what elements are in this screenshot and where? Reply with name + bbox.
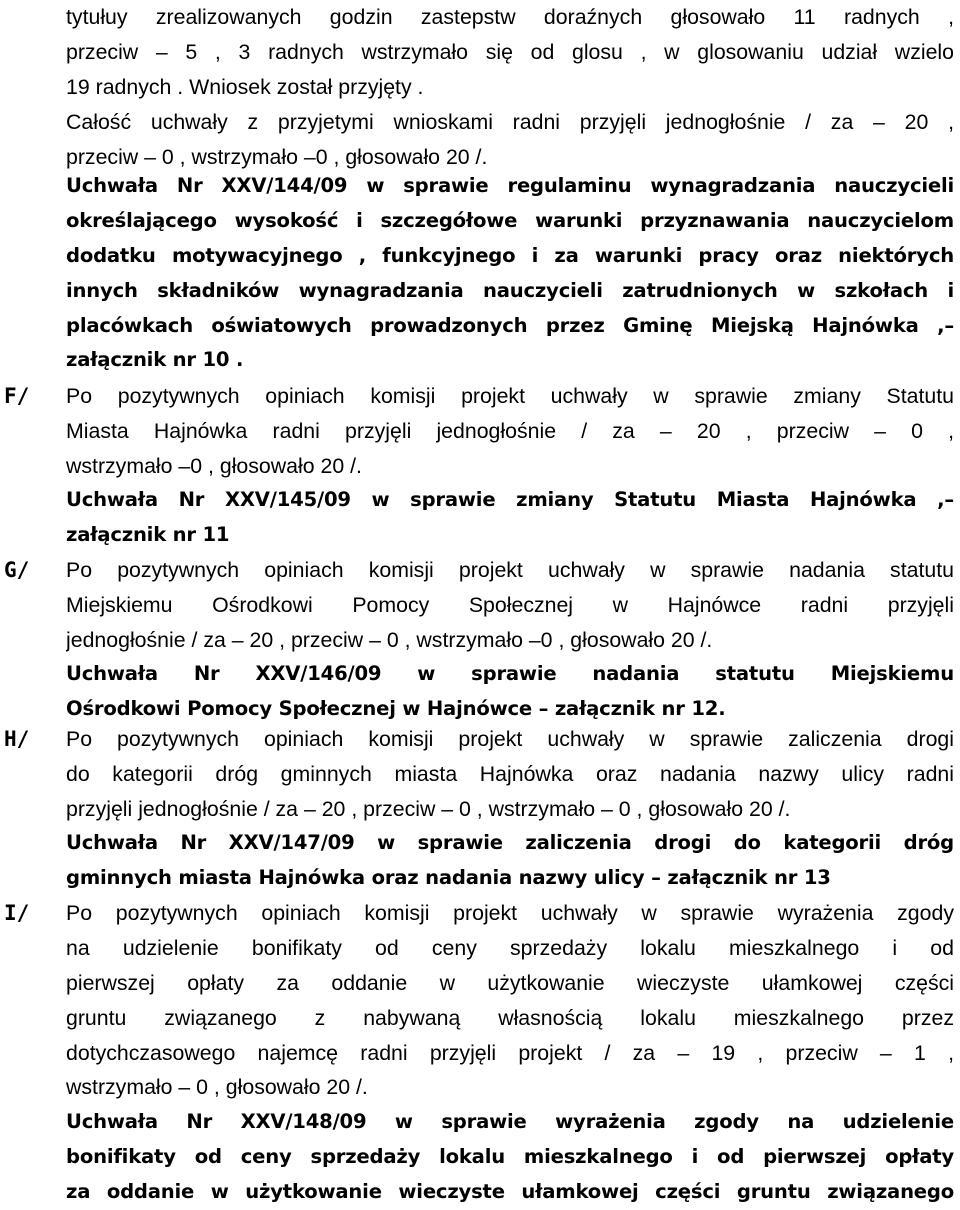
text-line: Całość uchwały z przyjetymi wnioskami radni przyjęli jednogłośnie / za – 20 , — [66, 109, 954, 134]
text-line: przeciw – 5 , 3 radnych wstrzymało się od glosu , w glosowaniu udział wzielo — [66, 39, 954, 64]
text-line: Miasta Hajnówka radni przyjęli jednogłośnie / za – 20 , przeciw – 0 , — [66, 418, 954, 443]
resolution-line: załącznik nr 11 — [66, 522, 230, 546]
resolution-line: dodatku motywacyjnego , funkcyjnego i za warunki pracy oraz niektórych — [66, 243, 954, 267]
resolution-line: Uchwała Nr XXV/146/09 w sprawie nadania statutu Miejskiemu — [66, 662, 954, 685]
section-marker-h: H/ — [4, 727, 30, 751]
paragraph-section-f — [66, 379, 954, 484]
paragraph-section-h — [66, 722, 954, 827]
resolution-line: określającego wysokość i szczegółowe warunki przyznawania nauczycielom — [66, 208, 954, 232]
section-marker-i: I/ — [4, 901, 30, 925]
text-line: 19 radnych . Wniosek został przyjęty . — [66, 74, 424, 99]
resolution-line: gminnych miasta Hajnówka oraz nadania nazwy ulicy – załącznik nr 13 — [66, 865, 831, 889]
paragraph-section-i — [66, 896, 954, 1105]
text-line: do kategorii dróg gminnych miasta Hajnówka oraz nadania nazwy ulicy radni — [66, 761, 954, 786]
paragraph-previous-vote — [66, 0, 954, 174]
resolution-146-title — [66, 657, 954, 727]
resolution-line: Ośrodkowi Pomocy Społecznej w Hajnówce – załącznik nr 12. — [66, 696, 726, 720]
text-line: Po pozytywnych opiniach komisji projekt uchwały w sprawie zaliczenia drogi — [66, 727, 954, 751]
resolution-145-title — [66, 483, 954, 553]
resolution-144-title — [66, 169, 954, 378]
paragraph-section-g — [66, 553, 954, 658]
resolution-line: załącznik nr 10 . — [66, 348, 244, 372]
text-line: gruntu związanego z nabywaną własnością lokalu mieszkalnego przez — [66, 1005, 954, 1030]
resolution-line: Uchwała Nr XXV/148/09 w sprawie wyrażenia zgody na udzielenie — [66, 1110, 954, 1133]
text-line: Miejskiemu Ośrodkowi Pomocy Społecznej w Hajnówce radni przyjęli — [66, 592, 954, 617]
resolution-147-title — [66, 826, 954, 896]
text-line: jednogłośnie / za – 20 , przeciw – 0 , wstrzymało –0 , głosowało 20 /. — [66, 627, 713, 652]
resolution-line: innych składników wynagradzania nauczycieli zatrudnionych w szkołach i — [66, 278, 954, 302]
resolution-line: Uchwała Nr XXV/147/09 w sprawie zaliczenia drogi do kategorii dróg — [66, 831, 954, 854]
resolution-line: Uchwała Nr XXV/145/09 w sprawie zmiany Statutu Miasta Hajnówka ,– — [66, 488, 954, 511]
resolution-line: placówkach oświatowych prowadzonych przez Gminę Miejską Hajnówka ,– — [66, 313, 954, 337]
text-line: przyjęli jednogłośnie / za – 20 , przeciw – 0 , wstrzymało – 0 , głosowało 20 /. — [66, 796, 791, 821]
resolution-148-title — [66, 1105, 954, 1210]
text-line: Po pozytywnych opiniach komisji projekt uchwały w sprawie nadania statutu — [66, 558, 954, 582]
text-line: tytułuy zrealizowanych godzin zastepstw doraźnych głosowało 11 radnych , — [66, 5, 954, 29]
text-line: Po pozytywnych opiniach komisji projekt uchwały w sprawie wyrażenia zgody — [66, 901, 954, 925]
text-line: Po pozytywnych opiniach komisji projekt uchwały w sprawie zmiany Statutu — [66, 384, 954, 408]
text-line: pierwszej opłaty za oddanie w użytkowanie wieczyste ułamkowej części — [66, 970, 954, 995]
section-marker-f: F/ — [4, 384, 30, 408]
section-marker-g: G/ — [4, 558, 30, 582]
resolution-line: bonifikaty od ceny sprzedaży lokalu mieszkalnego i od pierwszej opłaty — [66, 1144, 954, 1168]
text-line: dotychczasowego najemcę radni przyjęli projekt / za – 19 , przeciw – 1 , — [66, 1040, 954, 1065]
resolution-line: za oddanie w użytkowanie wieczyste ułamkowej części gruntu związanego — [66, 1179, 954, 1203]
resolution-line: Uchwała Nr XXV/144/09 w sprawie regulaminu wynagradzania nauczycieli — [66, 174, 954, 197]
text-line: wstrzymało –0 , głosowało 20 /. — [66, 453, 362, 478]
text-line: na udzielenie bonifikaty od ceny sprzedaży lokalu mieszkalnego i od — [66, 935, 954, 960]
text-line: wstrzymało – 0 , głosowało 20 /. — [66, 1075, 368, 1100]
text-line: przeciw – 0 , wstrzymało –0 , głosowało 20 /. — [66, 144, 488, 169]
